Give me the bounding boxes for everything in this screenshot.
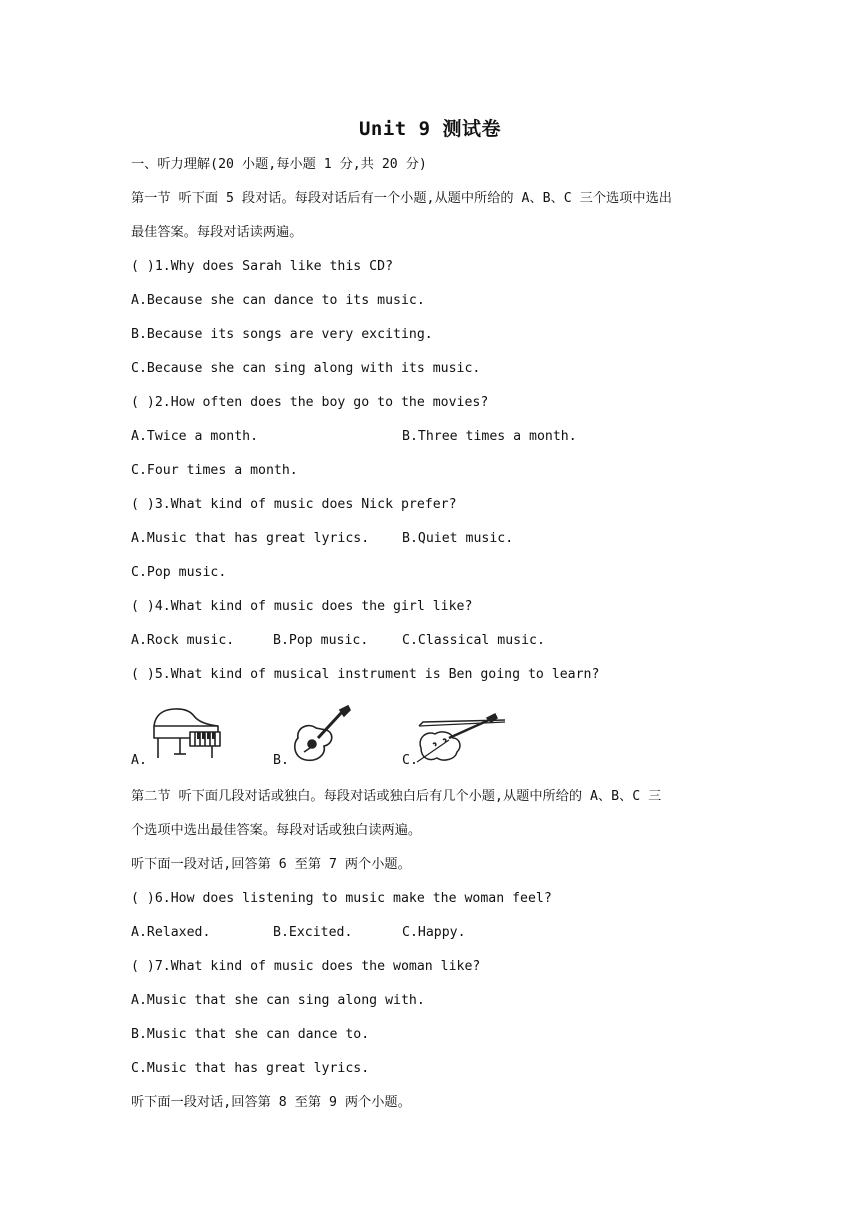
question-1-option-a: A.Because she can dance to its music. [131, 293, 425, 308]
question-3-option-c: C.Pop music. [131, 565, 227, 580]
question-7-stem: ( )7.What kind of music does the woman like? [131, 959, 481, 974]
guitar-icon [288, 702, 352, 764]
part1-instruction-line2: 最佳答案。每段对话读两遍。 [131, 225, 303, 240]
question-6-stem: ( )6.How does listening to music make the woman feel? [131, 891, 552, 906]
question-4-option-a: A.Rock music. [131, 633, 235, 648]
question-4-option-c: C.Classical music. [402, 633, 545, 648]
question-5-option-c-label: C. [402, 753, 418, 768]
question-6-option-b: B.Excited. [273, 925, 353, 940]
question-5-stem: ( )5.What kind of musical instrument is Ben going to learn? [131, 667, 600, 682]
violin-icon [415, 708, 507, 764]
question-5-option-a-label: A. [131, 753, 147, 768]
part1-instruction-line1: 第一节 听下面 5 段对话。每段对话后有一个小题,从题中所给的 A、B、C 三个选项中选出 [131, 191, 672, 206]
question-5-option-b-label: B. [273, 753, 289, 768]
question-4-option-b: B.Pop music. [273, 633, 369, 648]
section-heading: 一、听力理解(20 小题,每小题 1 分,共 20 分) [131, 157, 427, 172]
question-3-option-b: B.Quiet music. [402, 531, 514, 546]
question-2-stem: ( )2.How often does the boy go to the movies? [131, 395, 489, 410]
part2-instruction-line1: 第二节 听下面几段对话或独白。每段对话或独白后有几个小题,从题中所给的 A、B、C 三 [131, 789, 662, 804]
question-6-option-a: A.Relaxed. [131, 925, 211, 940]
piano-icon [150, 704, 224, 764]
question-7-option-c: C.Music that has great lyrics. [131, 1061, 370, 1076]
question-4-stem: ( )4.What kind of music does the girl like? [131, 599, 473, 614]
question-2-option-a: A.Twice a month. [131, 429, 259, 444]
question-3-stem: ( )3.What kind of music does Nick prefer? [131, 497, 457, 512]
dialog-8-9-instruction: 听下面一段对话,回答第 8 至第 9 两个小题。 [131, 1095, 411, 1110]
question-3-option-a: A.Music that has great lyrics. [131, 531, 370, 546]
dialog-6-7-instruction: 听下面一段对话,回答第 6 至第 7 两个小题。 [131, 857, 411, 872]
question-1-option-c: C.Because she can sing along with its music. [131, 361, 481, 376]
question-6-option-c: C.Happy. [402, 925, 466, 940]
question-1-stem: ( )1.Why does Sarah like this CD? [131, 259, 394, 274]
question-2-option-c: C.Four times a month. [131, 463, 298, 478]
question-2-option-b: B.Three times a month. [402, 429, 577, 444]
question-1-option-b: B.Because its songs are very exciting. [131, 327, 433, 342]
question-7-option-b: B.Music that she can dance to. [131, 1027, 370, 1042]
part2-instruction-line2: 个选项中选出最佳答案。每段对话或独白读两遍。 [131, 823, 422, 838]
question-7-option-a: A.Music that she can sing along with. [131, 993, 425, 1008]
page-title: Unit 9 测试卷 [358, 118, 502, 140]
